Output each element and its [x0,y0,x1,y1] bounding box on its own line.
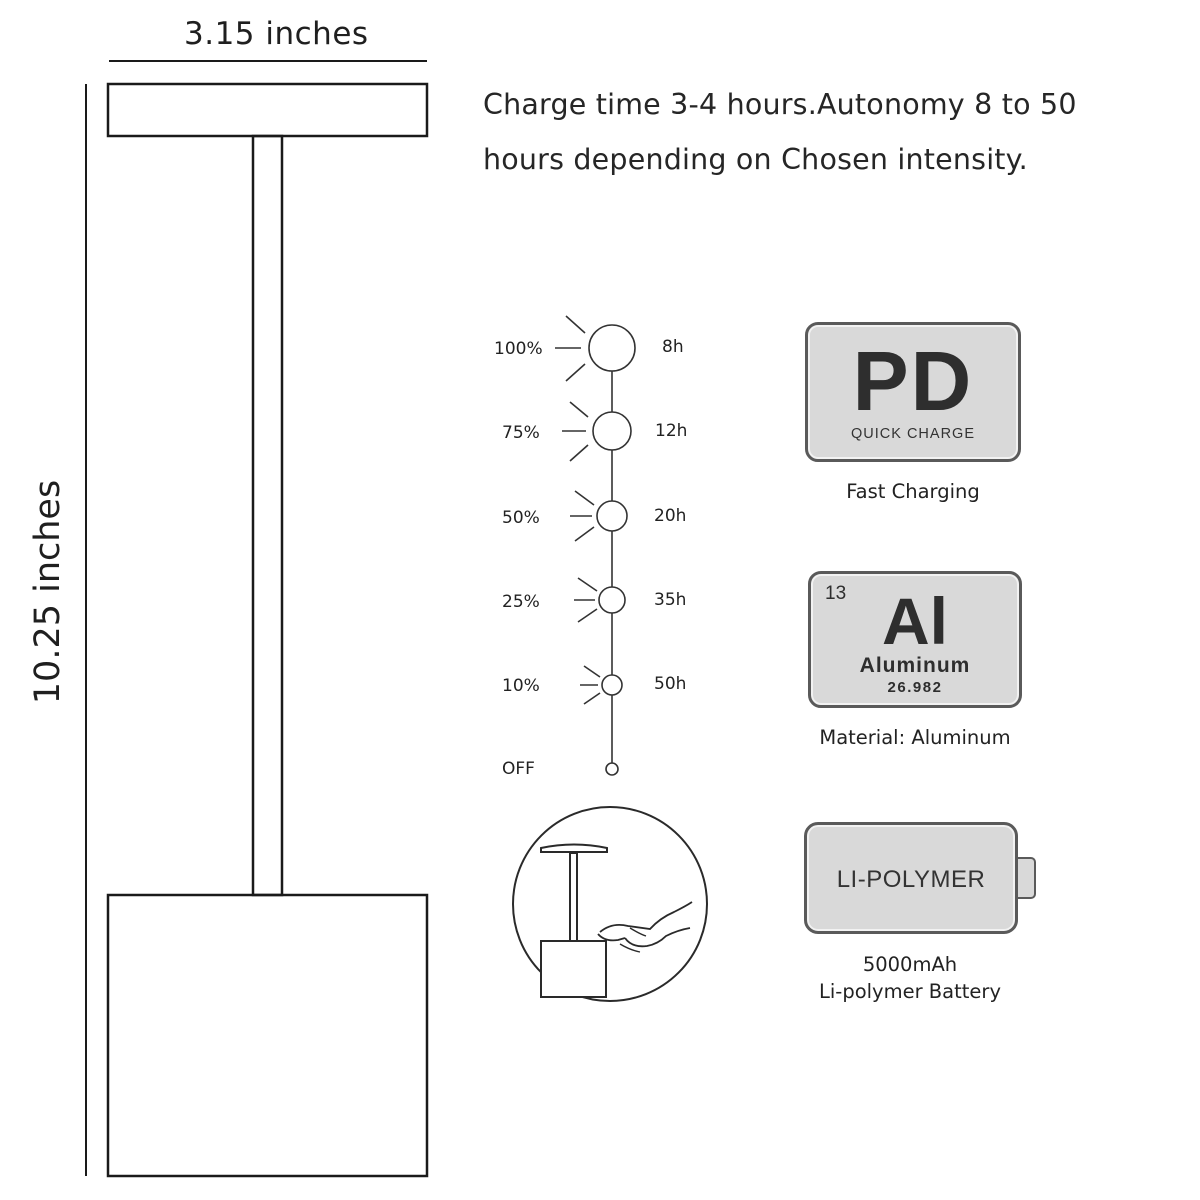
battery-terminal [1018,857,1036,899]
height-label: 10.25 inches [28,479,68,705]
touch-hand-icon [513,807,707,1001]
level-hours-100: 8h [662,337,684,357]
sun-icon-100 [555,316,635,381]
lamp-base [108,895,427,1176]
aluminum-atomic-number: 13 [825,583,847,604]
sun-icon-50 [570,491,627,541]
aluminum-caption: Material: Aluminum [819,726,1011,749]
pd-caption: Fast Charging [846,480,980,503]
sun-icon-10 [580,666,622,704]
level-hours-75: 12h [655,421,688,441]
level-percent-100: 100% [494,339,543,359]
pd-badge-main: PD [852,334,974,428]
battery-badge-text: LI-POLYMER [836,866,986,893]
level-hours-50: 20h [654,506,687,526]
level-hours-10: 50h [654,674,687,694]
battery-icon [804,822,1018,934]
description-line-2: hours depending on Chosen intensity. [483,143,1028,176]
battery-caption-line-1: 5000mAh [862,953,958,976]
description-line-1: Charge time 3-4 hours.Autonomy 8 to 50 [483,88,1077,121]
level-percent-50: 50% [502,508,540,528]
sun-icon-25 [574,578,625,622]
aluminum-symbol: Al [882,584,948,658]
lamp-head [108,84,427,136]
level-percent-10: 10% [502,676,540,696]
aluminum-mass: 26.982 [887,679,943,696]
lamp-stem [253,136,282,895]
aluminum-name: Aluminum [859,654,971,677]
pd-badge-sub: QUICK CHARGE [851,426,975,442]
level-percent-25: 25% [502,592,540,612]
level-hours-25: 35h [654,590,687,610]
level-percent-off: OFF [502,759,535,779]
sun-icon-75 [562,402,631,461]
pd-badge-icon [805,322,1021,462]
battery-caption-line-2: Li-polymer Battery [819,980,1001,1003]
aluminum-element-icon [808,571,1022,708]
width-label: 3.15 inches [184,16,369,52]
level-percent-75: 75% [502,423,540,443]
off-indicator [606,763,618,775]
